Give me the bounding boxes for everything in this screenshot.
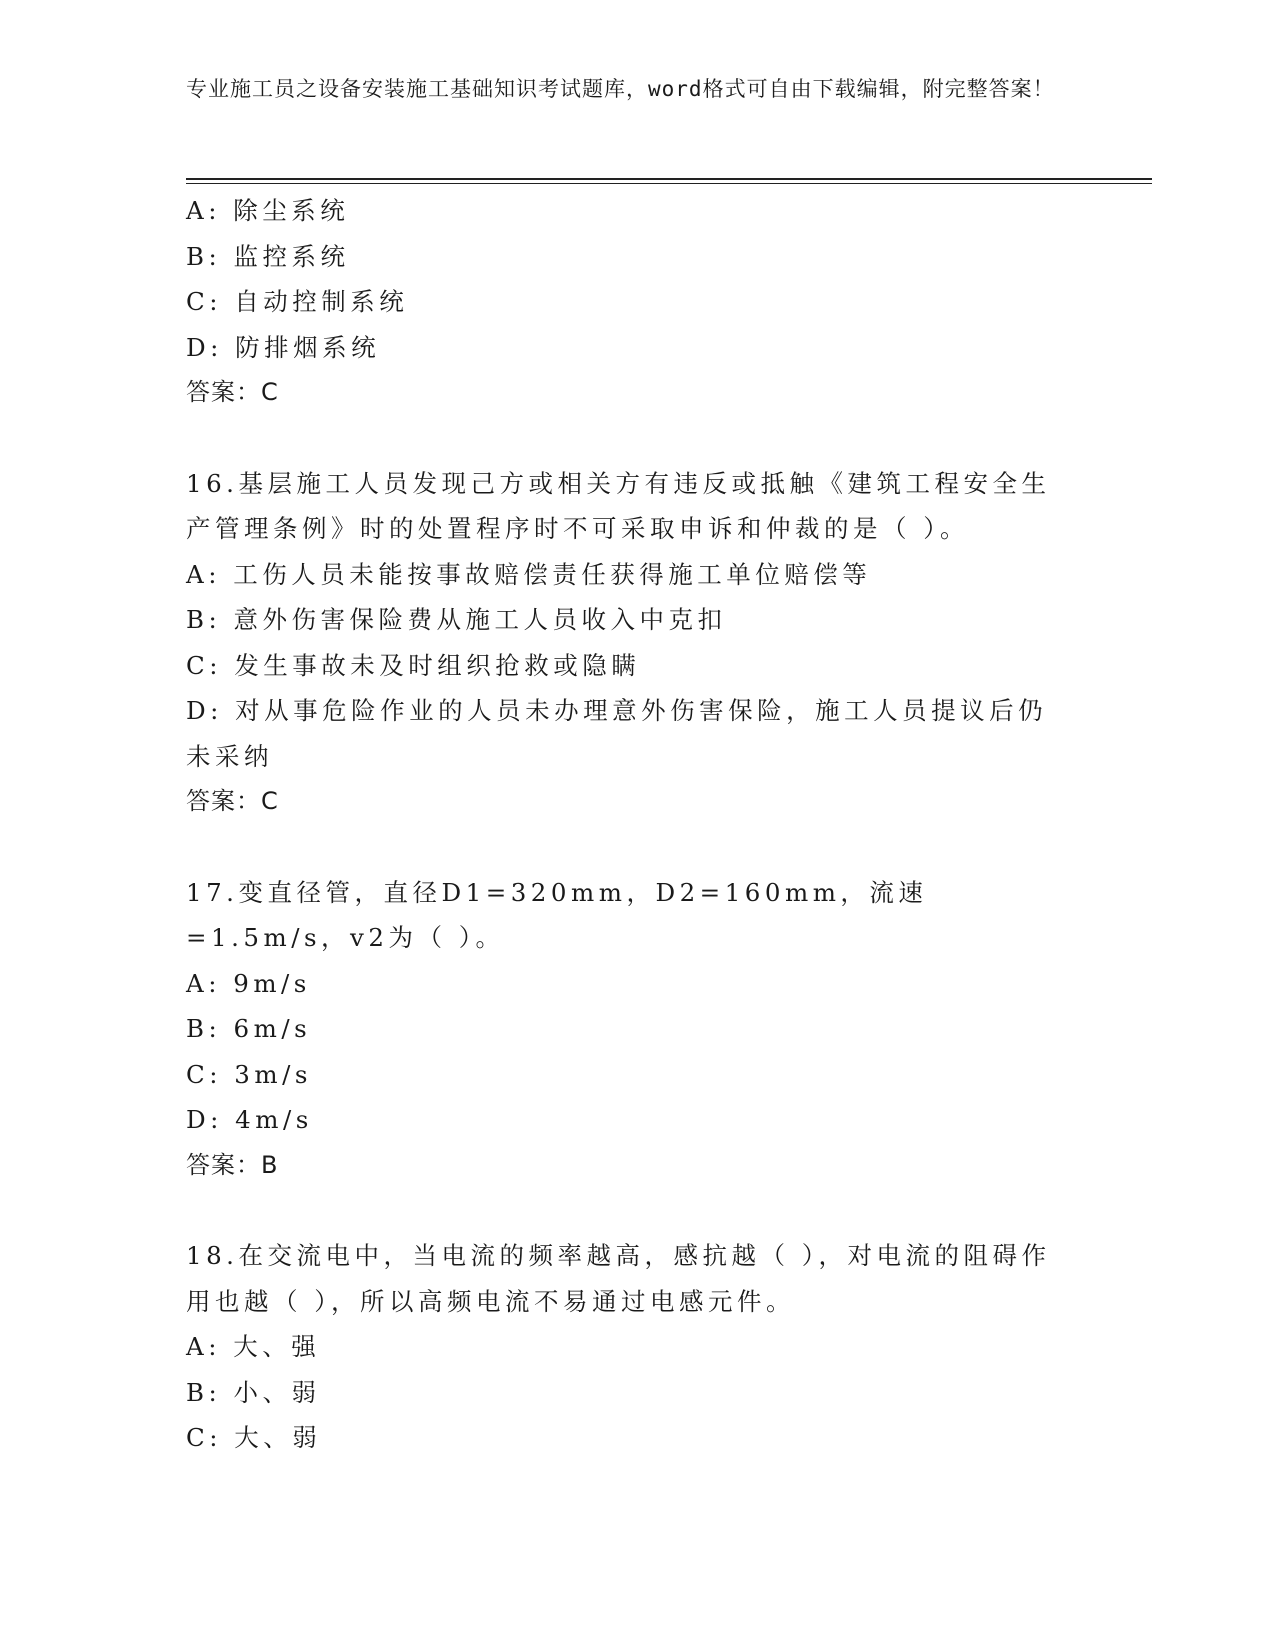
option-c: C: 3m/s: [186, 1059, 312, 1089]
option-c: C: 发生事故未及时组织抢救或隐瞒: [186, 650, 641, 680]
question-stem: 17.变直径管，直径D1=320mm，D2=160mm，流速=1.5m/s，v2为（ ）。: [186, 877, 928, 952]
option-d: D: 4m/s: [186, 1105, 313, 1134]
document-header: 专业施工员之设备安装施工基础知识考试题库，word格式可自由下载编辑，附完整答案！: [186, 77, 1055, 101]
header-rule-thin: [186, 183, 1152, 184]
question-16: [186, 461, 1086, 825]
answer-line: 答案：C: [186, 378, 279, 406]
question-17: [186, 870, 1086, 1189]
header-rule: [186, 178, 1152, 180]
question-list: [186, 188, 1086, 1461]
option-d: D: 对从事危险作业的人员未办理意外伤害保险，施工人员提议后仍未采纳: [186, 696, 1048, 771]
option-a: A: 除尘系统: [186, 196, 350, 225]
option-d: D: 防排烟系统: [186, 332, 381, 362]
option-b: B: 意外伤害保险费从施工人员收入中克扣: [186, 605, 727, 634]
question-stem: 18.在交流电中，当电流的频率越高，感抗越（ ），对电流的阻碍作用也越（ ），所以高频电流不易通过电感元件。: [186, 1241, 1051, 1316]
answer-line: 答案：C: [186, 787, 279, 815]
option-a: A: 9m/s: [186, 968, 311, 998]
answer-line: 答案：B: [186, 1150, 279, 1179]
option-b: B: 6m/s: [186, 1014, 312, 1043]
question-15-tail: [186, 188, 1086, 416]
option-c: C: 自动控制系统: [186, 287, 409, 316]
question-stem: 16.基层施工人员发现己方或相关方有违反或抵触《建筑工程安全生产管理条例》时的处置程序时不可采取申诉和仲裁的是（ ）。: [186, 468, 1051, 543]
option-b: B: 小、弱: [186, 1377, 321, 1407]
question-18: [186, 1233, 1086, 1461]
option-a: A: 工伤人员未能按事故赔偿责任获得施工单位赔偿等: [186, 559, 872, 589]
option-a: A: 大、强: [186, 1332, 321, 1361]
option-b: B: 监控系统: [186, 241, 350, 271]
option-c: C: 大、弱: [186, 1423, 322, 1452]
